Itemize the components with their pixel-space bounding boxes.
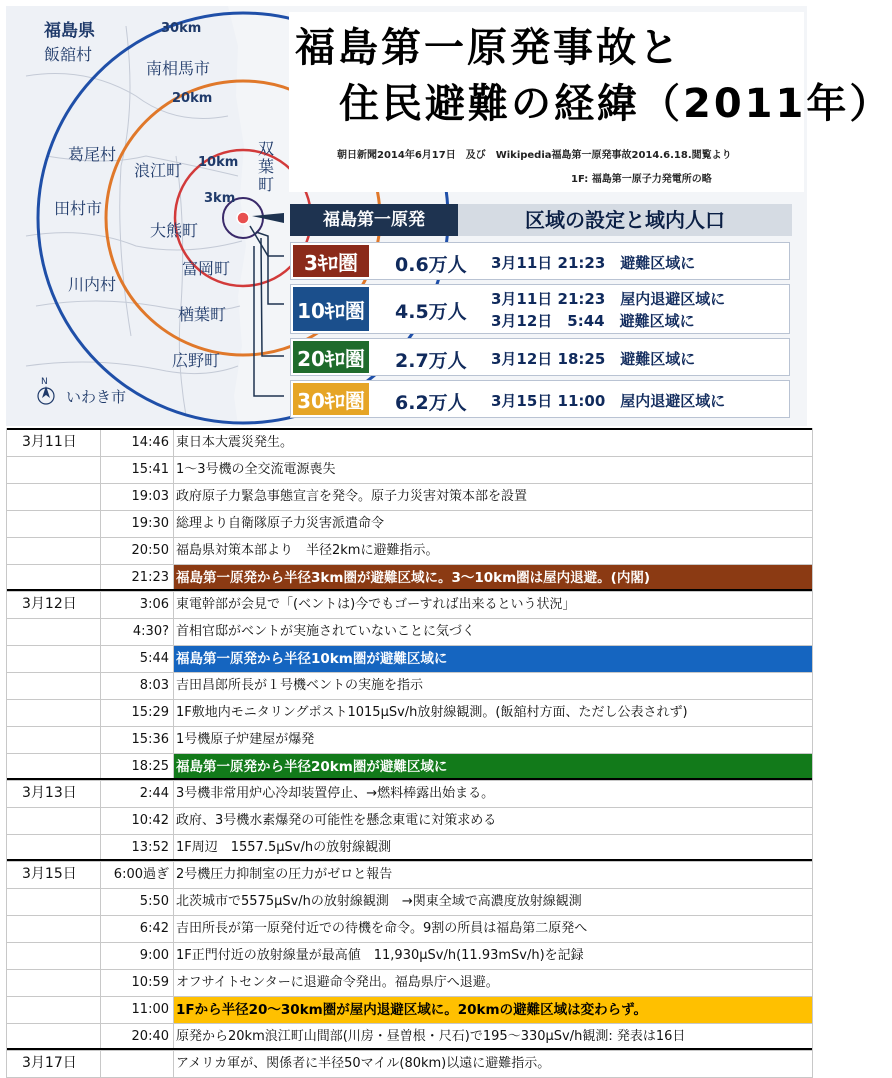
table-row: [6, 835, 813, 862]
date-cell: [6, 754, 100, 781]
plant-label: 福島第一原発: [290, 204, 458, 236]
table-row: [6, 457, 813, 484]
event-cell: 3号機非常用炉心冷却装置停止、→燃料棒露出始まる。: [176, 786, 495, 801]
date-cell: [6, 700, 100, 727]
abbreviation-note: 1F: 福島第一原子力発電所の略: [571, 174, 712, 185]
highlighted-event-cell: 福島第一原発から半径20km圏が避難区域に: [174, 754, 813, 780]
date-cell: [6, 808, 100, 835]
futaba-char-3: 町: [258, 175, 275, 194]
time-cell: 21:23: [100, 565, 174, 591]
zone-row-10km: [290, 284, 790, 334]
zone-row-3km: [290, 242, 790, 280]
date-cell: 3月15日: [22, 866, 77, 882]
place-katsurao: 葛尾村: [68, 145, 117, 164]
table-row: [6, 430, 813, 457]
date-cell: 3月11日: [22, 434, 77, 450]
event-cell: 東日本大震災発生。: [176, 435, 294, 450]
date-cell: [6, 997, 100, 1024]
zone-event: 3月11日 21:23 避難区域に: [491, 254, 696, 272]
place-naraha: 楢葉町: [178, 305, 227, 324]
event-cell: 東電幹部が会見で「(ベントは)今でもゴーすれば出来るという状況」: [176, 597, 576, 612]
time-cell: 4:30?: [100, 619, 174, 645]
zone-row-30km: [290, 380, 790, 418]
date-cell: [6, 565, 100, 592]
table-row: [6, 700, 813, 727]
event-cell: 政府原子力緊急事態宣言を発令。原子力災害対策本部を設置: [176, 489, 528, 504]
event-cell: 北茨城市で5575μSv/hの放射線観測 →関東全域で高濃度放射線観測: [176, 894, 582, 909]
zone-badge: 10ｷﾛ圏: [293, 287, 369, 331]
time-cell: 8:03: [100, 673, 174, 699]
zone-population: 4.5万人: [395, 301, 467, 323]
table-row: [6, 619, 813, 646]
event-cell: 1～3号機の全交流電源喪失: [176, 462, 336, 477]
table-row: [6, 781, 813, 808]
ring-label-20km: 20km: [172, 91, 213, 106]
event-cell: 総理より自衛隊原子力災害派遣命令: [176, 516, 385, 531]
table-row: [6, 1051, 813, 1078]
table-row: [6, 727, 813, 754]
place-futaba: [258, 139, 274, 194]
date-cell: [6, 970, 100, 997]
time-cell: 10:59: [100, 970, 174, 996]
time-cell: 2:44: [100, 781, 174, 807]
place-namie: 浪江町: [134, 161, 183, 180]
highlighted-event-cell: 福島第一原発から半径3km圏が避難区域に。3～10km圏は屋内退避。(内閣): [174, 565, 813, 591]
time-cell: 6:00過ぎ: [100, 862, 174, 888]
place-hirono: 広野町: [172, 351, 221, 370]
event-cell: 福島県対策本部より 半径2kmに避難指示。: [176, 543, 439, 558]
date-cell: [6, 673, 100, 700]
place-iwaki: いわき市: [66, 388, 127, 406]
date-cell: [6, 646, 100, 673]
place-okuma: 大熊町: [150, 221, 199, 240]
place-minamisoma: 南相馬市: [146, 59, 211, 78]
time-cell: 18:25: [100, 754, 174, 780]
page-title-line2: 住民避難の経緯（2011年）: [339, 81, 892, 127]
date-cell: [6, 889, 100, 916]
place-kawauchi: 川内村: [68, 275, 117, 294]
date-cell: 3月13日: [22, 785, 77, 801]
zone-population: 2.7万人: [395, 350, 467, 372]
date-cell: [6, 511, 100, 538]
day-separator: [6, 589, 813, 591]
time-cell: 14:46: [100, 430, 174, 456]
source-citation: 朝日新聞2014年6月17日 及び Wikipedia福島第一原発事故2014.6.18.閲覧より: [337, 150, 732, 161]
time-cell: 6:42: [100, 916, 174, 942]
table-row: [6, 916, 813, 943]
date-cell: [6, 835, 100, 862]
table-row: [6, 970, 813, 997]
date-cell: [6, 727, 100, 754]
zone-table-header: 区域の設定と域内人口: [458, 204, 792, 236]
date-cell: [6, 457, 100, 484]
table-row: [6, 754, 813, 781]
event-cell: 1F正門付近の放射線量が最高値 11,930μSv/h(11.93mSv/h)を記録: [176, 948, 584, 963]
highlighted-event-cell: 1Fから半径20～30km圏が屋内退避区域に。20kmの避難区域は変わらず。: [174, 997, 813, 1023]
zone-badge: 3ｷﾛ圏: [293, 245, 369, 277]
date-cell: [6, 943, 100, 970]
date-cell: 3月17日: [22, 1055, 77, 1071]
day-separator: [6, 859, 813, 861]
zone-population: 6.2万人: [395, 392, 467, 414]
table-row: [6, 862, 813, 889]
table-right-border: [812, 428, 813, 1078]
plant-marker: [237, 212, 249, 224]
table-row: [6, 943, 813, 970]
table-row: [6, 592, 813, 619]
time-cell: 20:50: [100, 538, 174, 564]
time-cell: 9:00: [100, 943, 174, 969]
event-cell: オフサイトセンターに退避命令発出。福島県庁へ退避。: [176, 975, 499, 990]
table-row: [6, 808, 813, 835]
event-cell: 吉田昌郎所長が１号機ベントの実施を指示: [176, 678, 424, 693]
table-row: [6, 673, 813, 700]
table-row: [6, 646, 813, 673]
table-row: [6, 889, 813, 916]
north-arrow-icon: [38, 377, 54, 404]
time-cell: 11:00: [100, 997, 174, 1023]
table-left-border: [6, 428, 7, 1078]
place-tamura: 田村市: [54, 199, 103, 218]
ring-label-10km: 10km: [198, 155, 239, 170]
event-cell: 1F敷地内モニタリングポスト1015μSv/h放射線観測。(飯舘村方面、ただし公表されず): [176, 705, 688, 720]
highlighted-event-cell: 福島第一原発から半径10km圏が避難区域に: [174, 646, 813, 672]
ring-label-30km: 30km: [161, 21, 202, 36]
date-cell: [6, 538, 100, 565]
title-block: [289, 12, 892, 192]
ring-label-3km: 3km: [204, 191, 236, 206]
event-cell: 原発から20km浪江町山間部(川房・昼曽根・尺石)で195～330μSv/h観測: 発表は16日: [176, 1029, 686, 1044]
time-cell: 20:40: [100, 1024, 174, 1050]
day-separator: [6, 778, 813, 780]
date-cell: [6, 1024, 100, 1051]
table-row: [6, 484, 813, 511]
time-cell: 3:06: [100, 592, 174, 618]
time-cell: 15:36: [100, 727, 174, 753]
evacuation-zone-infographic: [6, 6, 892, 426]
event-cell: 吉田所長が第一原発付近での待機を命令。9割の所員は福島第二原発へ: [176, 921, 588, 936]
zone-row-20km: [290, 338, 790, 376]
table-row: [6, 565, 813, 592]
zone-event: 3月11日 21:23 屋内退避区域に: [491, 290, 726, 308]
time-cell: 5:44: [100, 646, 174, 672]
day-separator: [6, 1048, 813, 1050]
time-cell: 15:29: [100, 700, 174, 726]
zone-event: 3月15日 11:00 屋内退避区域に: [491, 392, 726, 410]
time-cell: 19:30: [100, 511, 174, 537]
date-cell: 3月12日: [22, 596, 77, 612]
place-tomioka: 富岡町: [182, 259, 231, 278]
time-cell: [100, 1051, 174, 1077]
event-cell: 政府、3号機水素爆発の可能性を懸念東電に対策求める: [176, 813, 497, 828]
futaba-char-1: 双: [258, 139, 275, 158]
date-cell: [6, 484, 100, 511]
page-title: 福島第一原発事故と: [295, 25, 682, 71]
event-cell: 1号機原子炉建屋が爆発: [176, 732, 315, 747]
event-cell: アメリカ軍が、関係者に半径50マイル(80km)以遠に避難指示。: [176, 1056, 551, 1071]
time-cell: 5:50: [100, 889, 174, 915]
event-cell: 首相官邸がベントが実施されていないことに気づく: [176, 624, 476, 639]
north-label: N: [41, 377, 48, 387]
prefecture-label: 福島県: [44, 21, 95, 41]
date-cell: [6, 619, 100, 646]
time-cell: 13:52: [100, 835, 174, 861]
place-iitate: 飯舘村: [44, 45, 93, 64]
time-cell: 15:41: [100, 457, 174, 483]
zone-badge: 30ｷﾛ圏: [293, 383, 369, 415]
date-cell: [6, 916, 100, 943]
zone-event: 3月12日 18:25 避難区域に: [491, 350, 696, 368]
event-cell: 2号機圧力抑制室の圧力がゼロと報告: [176, 867, 393, 882]
zone-event: 3月12日 5:44 避難区域に: [491, 312, 695, 330]
table-row: [6, 511, 813, 538]
time-cell: 10:42: [100, 808, 174, 834]
event-cell: 1F周辺 1557.5μSv/hの放射線観測: [176, 840, 392, 855]
zone-badge: 20ｷﾛ圏: [293, 341, 369, 373]
zone-population: 0.6万人: [395, 254, 467, 276]
time-cell: 19:03: [100, 484, 174, 510]
table-row: [6, 1024, 813, 1051]
table-row: [6, 538, 813, 565]
futaba-char-2: 葉: [258, 157, 275, 176]
table-row: [6, 997, 813, 1024]
